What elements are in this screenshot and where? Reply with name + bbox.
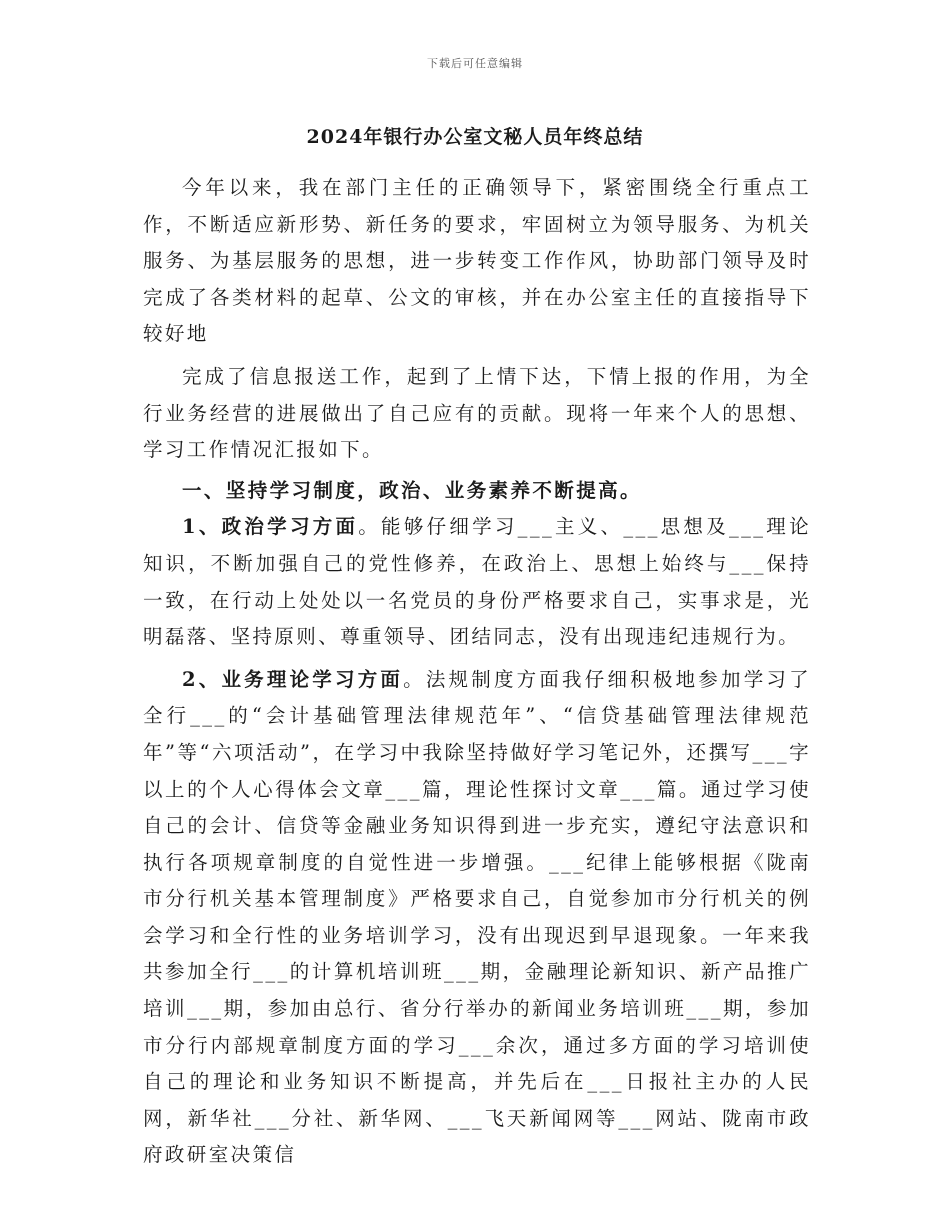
document-title: 2024年银行办公室文秘人员年终总结 <box>306 126 644 148</box>
paragraph-intro: 今年以来，我在部门主任的正确领导下，紧密围绕全行重点工作，不断适应新形势、新任务的要求，牢固树立为领导服务、为机关服务、为基层服务的思想，进一步转变工作作风，协助部门领导及时完成了各类材料的起草、公文的审核，并在办公室主任的直接指导下较好地 <box>143 176 811 346</box>
paragraph-body-political: 。能够仔细学习___主义、___思想及___理论知识，不断加强自己的党性修养，在政治上、思想上始终与___保持一致，在行动上处处以一名党员的身份严格要求自己，实事求是，光明磊落、坚持原则、尊重领导、团结同志，没有出现违纪违规行为。 <box>143 515 811 649</box>
paragraph-intro-continued: 完成了信息报送工作，起到了上情下达，下情上报的作用，为全行业务经营的进展做出了自己应有的贡献。现将一年来个人的思想、学习工作情况汇报如下。 <box>143 364 811 462</box>
paragraph-lead-political: 1、政治学习方面 <box>182 515 359 539</box>
header-note: 下载后可任意编辑 <box>427 57 523 70</box>
paragraph-lead-business: 2、业务理论学习方面 <box>182 667 404 691</box>
paragraph-business-study <box>143 662 811 1174</box>
paragraph-body-business: 。法规制度方面我仔细积极地参加学习了全行___的“会计基础管理法律规范年”、“信贷基础管理法律规范年”等“六项活动”，在学习中我除坚持做好学习笔记外，还撰写___字以上的个人心得体会文章___篇，理论性探讨文章___篇。通过学习使自己的会计、信贷等金融业务知识得到进一步充实，遵纪守法意识和执行各项规章制度的自觉性进一步增强。___纪律上能够根据《陇南市分行机关基本管理制度》严格要求自己，自觉参加市分行机关的例会学习和全行性的业务培训学习，没有出现迟到早退现象。一年来我共参加全行___的计算机培训班___期，金融理论新知识、新产品推广培训___期，参加由总行、省分行举办的新闻业务培训班___期，参加市分行内部规章制度方面的学习___余次，通过多方面的学习培训使自己的理论和业务知识不断提高，并先后在___日报社主办的人民网，新华社___分社、新华网、___飞天新闻网等___网站、陇南市政府政研室决策信 <box>143 667 811 1167</box>
paragraph-political-study <box>143 509 811 655</box>
document-body <box>143 170 811 1174</box>
section-heading-1: 一、坚持学习制度，政治、业务素养不断提高。 <box>182 478 642 502</box>
